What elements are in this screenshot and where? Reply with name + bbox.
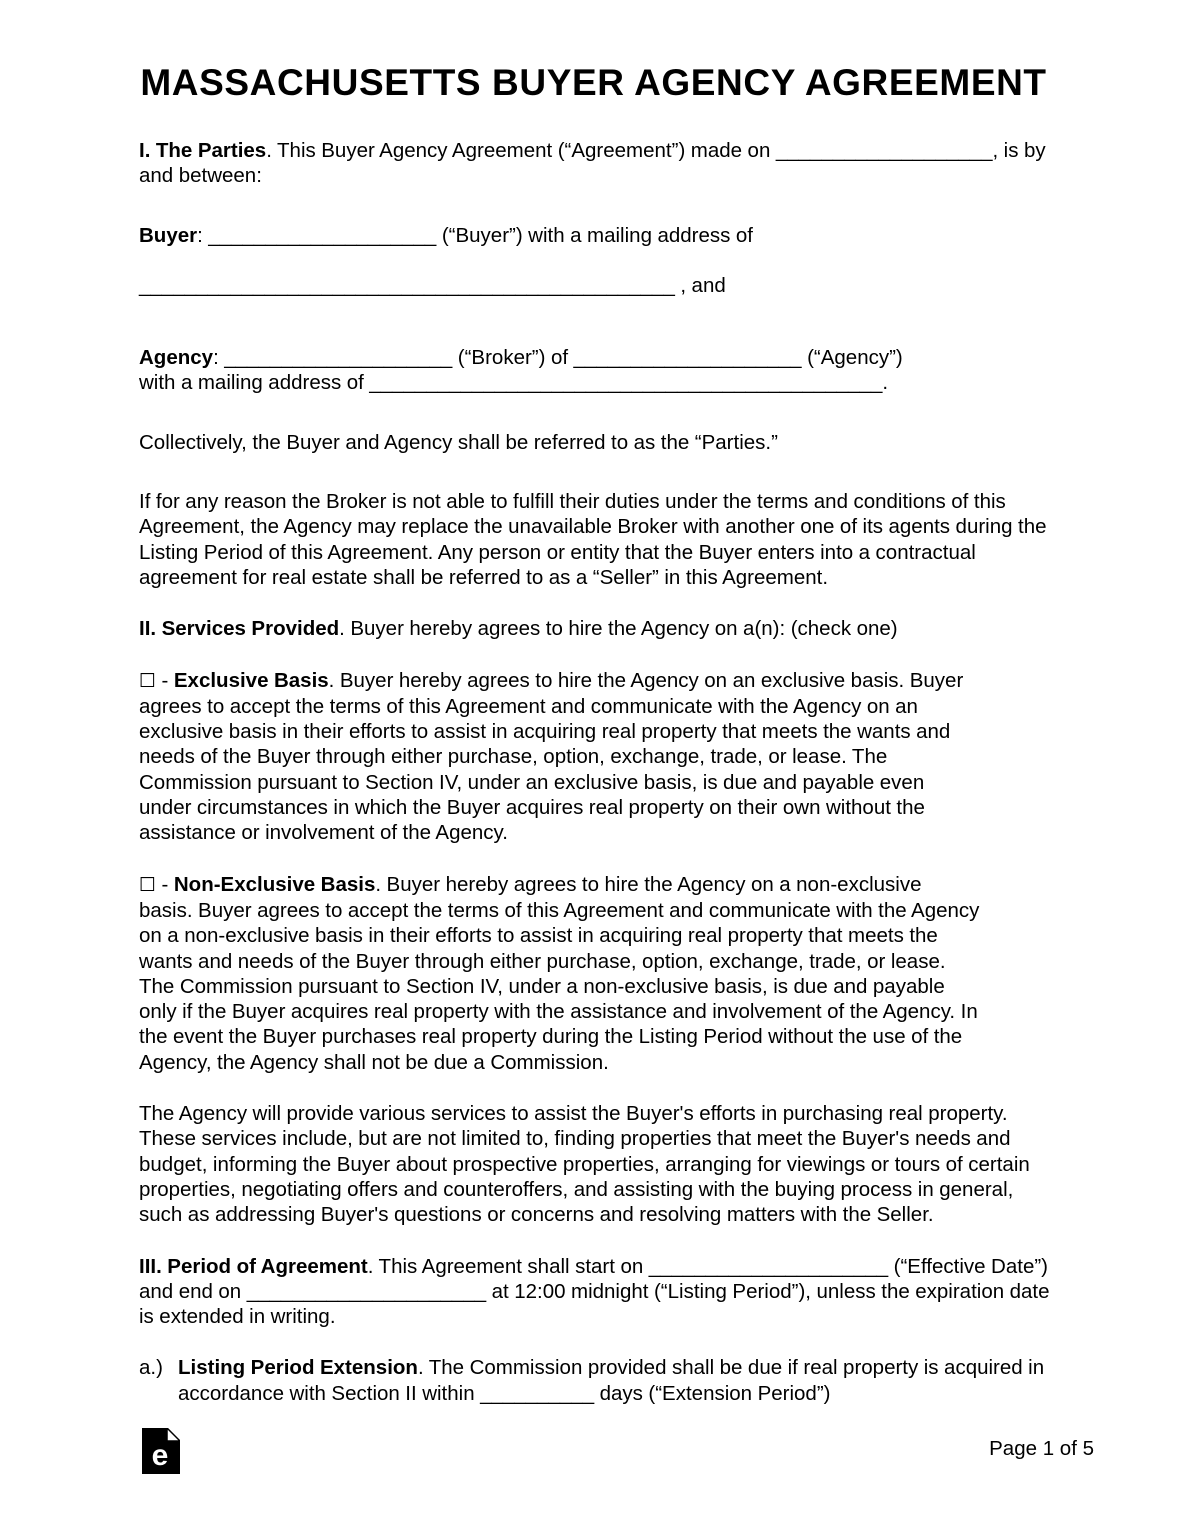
buyer-label: Buyer: [139, 223, 198, 247]
agency-line: [139, 345, 980, 370]
spacer: [139, 189, 1051, 223]
agency-address-line: with a mailing address of _____________________________________________.: [139, 371, 889, 395]
listing-period-extension-item: [139, 1355, 1058, 1406]
list-marker: a.): [139, 1356, 163, 1380]
collectively-statement: Collectively, the Buyer and Agency shall be referred to as the “Parties.”: [139, 430, 778, 454]
section-services-intro-text: . Buyer hereby agrees to hire the Agency on a(n): (check one): [339, 617, 898, 641]
section-parties-intro-text: . This Buyer Agency Agreement (“Agreement”) made on ___________________, is by and between:: [139, 139, 1046, 188]
buyer-address-line: _______________________________________________ , and: [139, 273, 726, 297]
spacer: [139, 642, 1051, 668]
section-services-intro: [139, 616, 1051, 641]
section-services-heading: II. Services Provided: [139, 617, 340, 641]
option-label-exclusive: Exclusive Basis: [173, 668, 329, 692]
option-dash: -: [156, 872, 174, 896]
checkbox-non-exclusive-icon[interactable]: ☐: [139, 873, 157, 896]
listing-period-extension-text: . The Commission provided shall be due if real property is acquired in accordance with Section II within __________ days (“Extension Period”): [178, 1356, 1045, 1405]
spacer: [139, 590, 1051, 616]
services-description-paragraph: The Agency will provide various services to assist the Buyer's efforts in purchasing real property. These services include, but are not limited to, finding properties that meet the Buyer's needs and budget, informing the Buyer about prospective properties, arranging for viewings or tours of certain properties, negotiating offers and counteroffers, and assisting with the buying process in general, such as addressing Buyer's questions or concerns and resolving matters with the Seller.: [139, 1102, 1030, 1227]
buyer-line: [139, 223, 980, 248]
checkbox-exclusive-icon[interactable]: ☐: [139, 669, 157, 692]
page-title: MASSACHUSETTS BUYER AGENCY AGREEMENT: [140, 62, 1047, 103]
option-text-exclusive: . Buyer hereby agrees to hire the Agency on an exclusive basis. Buyer agrees to accept the terms of this Agreement and communicate with the Agency on an exclusive basis in their efforts to assist in acquiring real property that meets the wants and needs of the Buyer through either purchase, option, exchange, trade, or lease. The Commission pursuant to Section IV, under an exclusive basis, is due and payable even under circumstances in which the Buyer acquires real property on their own without the assistance or involvement of the Agency.: [139, 668, 964, 845]
spacer: [139, 1329, 1051, 1355]
spacer: [139, 248, 1051, 273]
option-dash: -: [156, 668, 174, 692]
section-period-text: . This Agreement shall start on _____________________ (“Effective Date”) and end on _____________________ at 12:00 midnight (“Listing Period”), unless the expiration date is extended in writing.: [139, 1254, 1050, 1329]
page-footer: [0, 1424, 1187, 1494]
service-option-exclusive: [139, 668, 980, 846]
buyer-line-text: : ____________________ (“Buyer”) with a mailing address of: [197, 223, 753, 247]
logo-letter: e: [151, 1439, 169, 1472]
spacer: [139, 298, 1051, 345]
agency-label: Agency: [139, 346, 214, 370]
spacer: [139, 846, 1051, 872]
section-parties-intro: [139, 138, 1051, 189]
section-period-intro: [139, 1254, 1051, 1330]
eforms-document-logo-icon: [142, 1428, 180, 1474]
page-number-label: Page 1 of 5: [989, 1437, 1094, 1460]
document-body: [139, 138, 1051, 1406]
listing-period-extension-label: Listing Period Extension: [178, 1356, 418, 1380]
section-period-heading: III. Period of Agreement: [139, 1254, 368, 1278]
section-parties-heading: I. The Parties: [139, 139, 267, 162]
option-label-non-exclusive: Non-Exclusive Basis: [173, 872, 376, 896]
spacer: [139, 455, 1051, 489]
service-option-non-exclusive: [139, 872, 980, 1075]
spacer: [139, 1228, 1051, 1254]
spacer: [139, 1075, 1051, 1101]
broker-replacement-paragraph: If for any reason the Broker is not able to fulfill their duties under the terms and conditions of this Agreement, the Agency may replace the unavailable Broker with another one of its agents during the Listing Period of this Agreement. Any person or entity that the Buyer enters into a contractual agreement for real estate shall be referred to as a “Seller” in this Agreement.: [139, 490, 1047, 589]
agency-line-text: : ____________________ (“Broker”) of ____________________ (“Agency”): [213, 346, 903, 370]
spacer: [139, 396, 1051, 430]
option-text-non-exclusive: . Buyer hereby agrees to hire the Agency on a non-exclusive basis. Buyer agrees to accept the terms of this Agreement and communicate with the Agency on a non-exclusive basis in their efforts to assist in acquiring real property that meets the wants and needs of the Buyer through either purchase, option, exchange, trade, or lease. The Commission pursuant to Section IV, under a non-exclusive basis, is due and payable only if the Buyer acquires real property with the assistance and involvement of the Agency. In the event the Buyer purchases real property during the Listing Period without the use of the Agency, the Agency shall not be due a Commission.: [139, 872, 980, 1074]
